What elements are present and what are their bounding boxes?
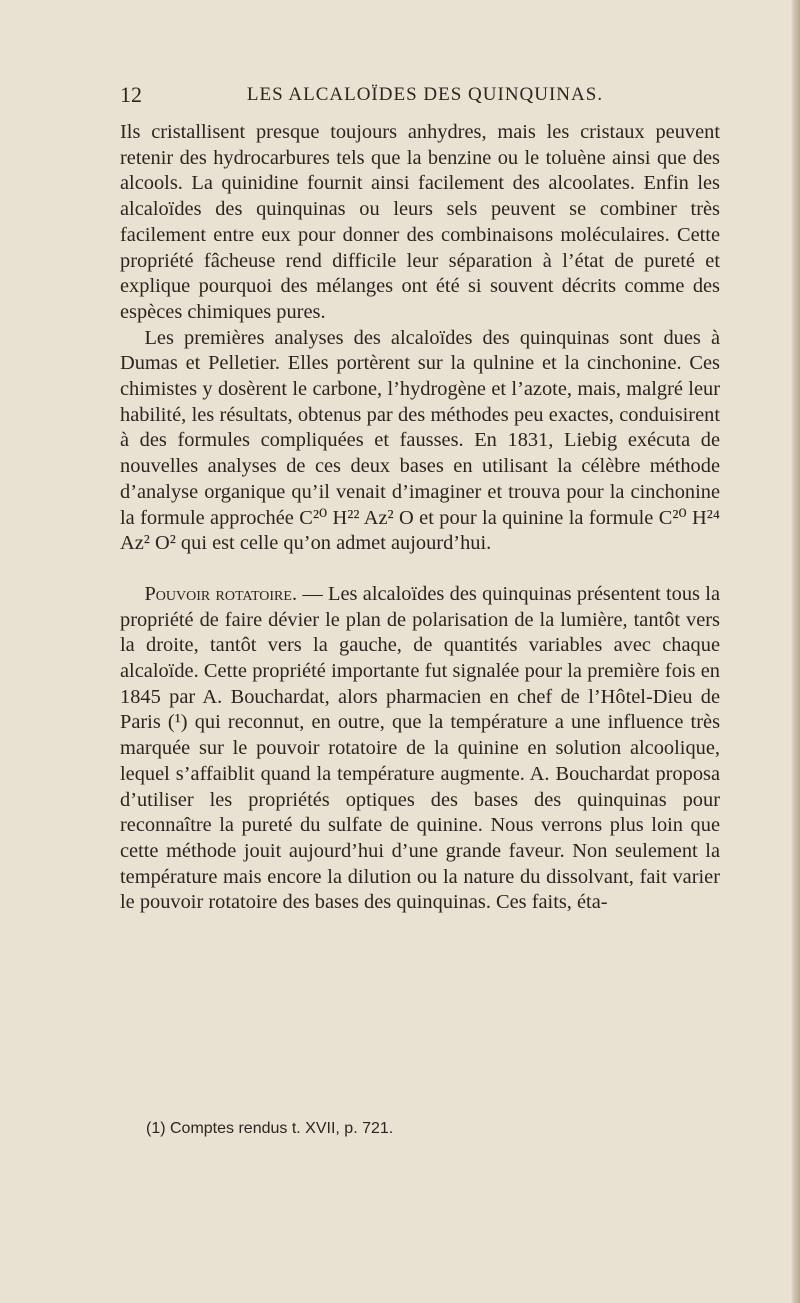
paragraph-crystallization: Ils cristallisent presque toujours anhydres, mais les cristaux peuvent retenir des hydrocarbures tels que la benzine ou le toluène ainsi que des alcools. La quinidine fournit ainsi facilement des alcoolates. Enfin les alcaloïdes des quinquinas ou leurs sels peuvent se combiner très facilement entre eux pour donner des combinaisons moléculaires. Cette propriété fâcheuse rend difficile leur séparation à l’état de pureté et explique pourquoi des mélanges ont été si souvent décrits comme des espèces chimiques pures. — [120, 121, 720, 323]
paragraph-rotatory-power — [120, 582, 720, 916]
running-head: LES ALCALOÏDES DES QUINQUINAS. — [246, 84, 604, 105]
paragraph-rotatory-power-text: — Les alcaloïdes des quinquinas présentent tous la propriété de faire dévier le plan de polarisation de la lumière, tantôt vers la droite, tantôt vers la gauche, de quantités variables avec chaque alcaloïde. Cette propriété importante fut signalée pour la première fois en 1845 par A. Bouchardat, alors pharmacien en chef de l’Hôtel-Dieu de Paris (¹) qui reconnut, en outre, que la température a une influence très marquée sur le pouvoir rotatoire de la quinine en solution alcoolique, lequel s’affaiblit quand la température augmente. A. Bouchardat proposa d’utiliser les propriétés optiques des bases des quinquinas pour reconnaître la pureté du sulfate de quinine. Nous verrons plus loin que cette méthode jouit aujourd’hui d’une grande faveur. Non seulement la température mais encore la dilution ou la nature du dissolvant, fait varier le pouvoir rotatoire des bases des quinquinas. Ces faits, éta- — [120, 582, 720, 914]
footnote: (1) Comptes rendus t. XVII, p. 721. — [146, 1120, 394, 1137]
paragraph-first-analyses: Les premières analyses des alcaloïdes des quinquinas sont dues à Dumas et Pelletier. Elles portèrent sur la qulnine et la cinchonine. Ces chimistes y dosèrent le carbone, l’hydrogène et l’azote, mais, malgré leur habilité, les résultats, obtenus par des méthodes peu exactes, conduisirent à des formules compliquées et fausses. En 1831, Liebig exécuta de nouvelles analyses de ces deux bases en utilisant la célèbre méthode d’analyse organique qu’il venait d’imaginer et trouva pour la cinchonine la formule approchée C²⁰ H²² Az² O et pour la quinine la formule C²⁰ H²⁴ Az² O² qui est celle qu’on admet aujourd’hui. — [120, 326, 720, 555]
section-lead-rotatory-power: Pouvoir rotatoire. — [144, 582, 298, 605]
body-text — [120, 120, 720, 916]
page-edge-shadow — [790, 0, 800, 1303]
page-number: 12 — [120, 82, 142, 107]
